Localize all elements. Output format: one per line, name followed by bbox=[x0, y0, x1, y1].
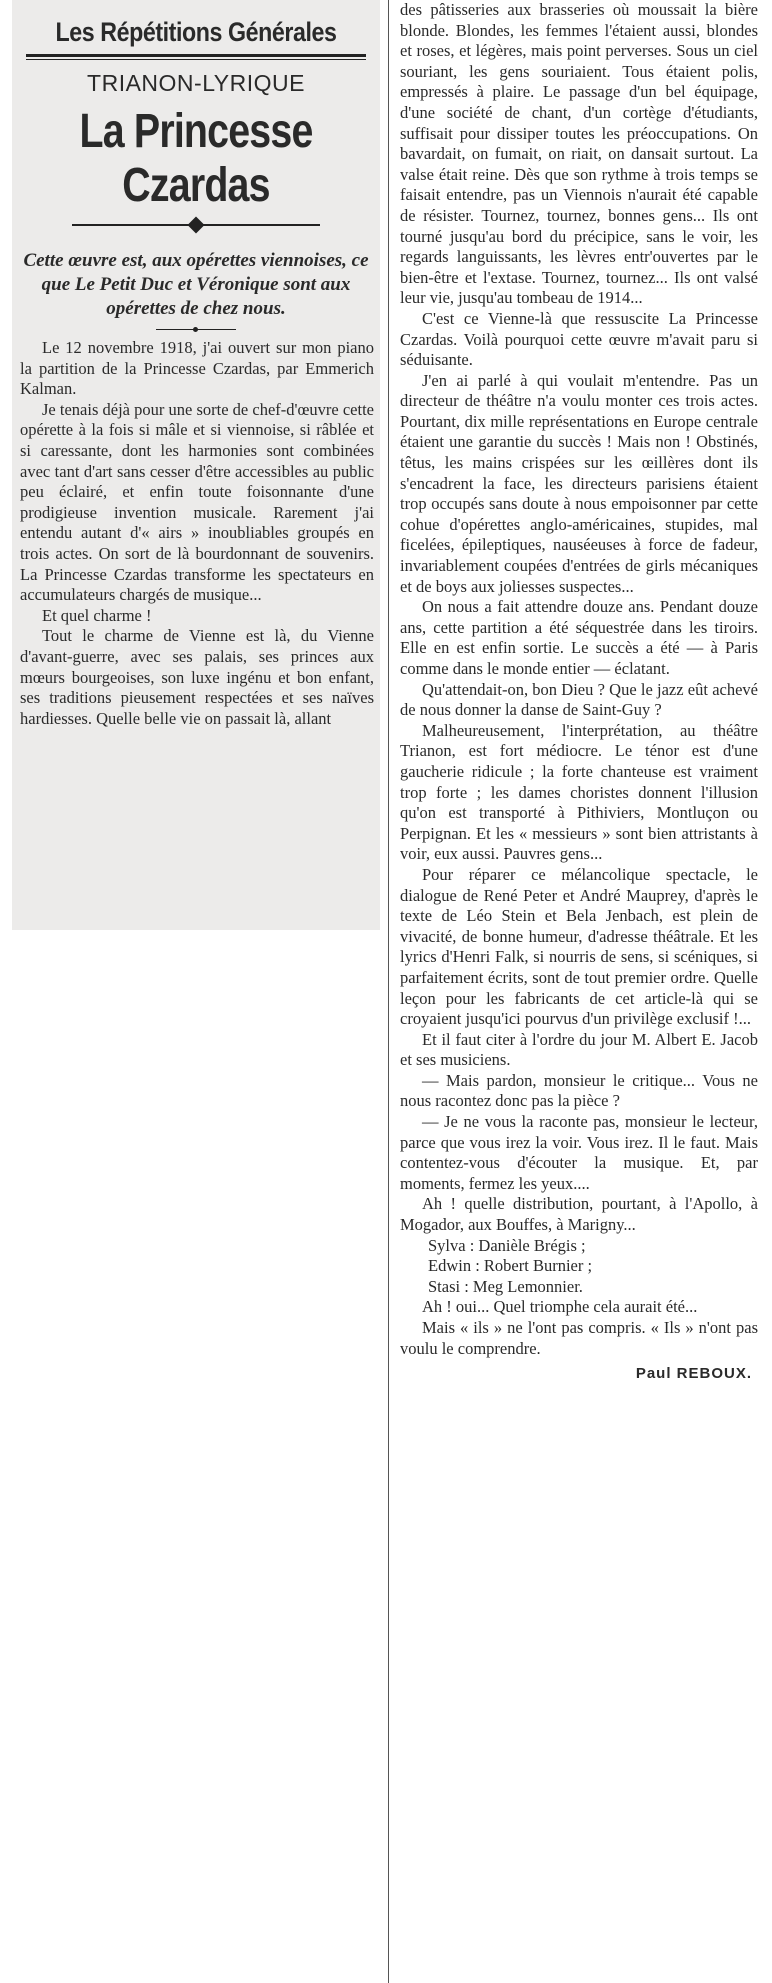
cast-line: Edwin : Robert Burnier ; bbox=[428, 1256, 593, 1276]
body-paragraph: On nous a fait attendre douze ans. Pendant douze ans, cette partition a été séquestrée dans les tiroirs. Elle en est enfin sortie. Le succès a été — à Paris comme dans le monde entier — éclatant. bbox=[400, 597, 758, 678]
body-paragraph: Tout le charme de Vienne est là, du Vienne d'avant-guerre, avec ses palais, ses princes aux mœurs bourgeoises, son luxe ingénu et bon enfant, ses traditions pieusement respectées et ses naïves hardiesses. Quelle belle vie on passait là, allant bbox=[20, 626, 374, 728]
body-paragraph: Je tenais déjà pour une sorte de chef-d'œuvre cette opérette à la fois si mâle et si viennoise, si râblée et si caressante, dont les harmonies sont combinées avec tant d'art sans cesser d'être accessibles au public peu éclairé, et enfin toute foisonnante d'une prodigieuse invention musicale. Rarement j'ai entendu autant d'« airs » inoubliables groupés en trois actes. On sort de là bourdonnant de souvenirs. La Princesse Czardas transforme les spectateurs en accumulateurs chargés de musique... bbox=[20, 399, 374, 605]
left-column bbox=[12, 0, 380, 930]
body-paragraph: — Mais pardon, monsieur le critique... Vous ne nous racontez donc pas la pièce ? bbox=[400, 1070, 758, 1111]
title-ornament bbox=[72, 219, 320, 231]
body-paragraph: Le 12 novembre 1918, j'ai ouvert sur mon piano la partition de la Princesse Czardas, par Emmerich Kalman. bbox=[20, 338, 374, 399]
column-divider bbox=[388, 0, 389, 1983]
body-paragraph: J'en ai parlé à qui voulait m'entendre. Pas un directeur de théâtre n'a voulu monter ces trois actes. Pourtant, dix mille représentations en Europe centrale étaient une garantie du succès ! Mais non ! Obstinés, têtus, les mains crispées sur les œillères dont ils s'encadrent la face, les directeurs parisiens étaient trop occupés sans doute à nous empoisonner par cette cohue d'opérettes anglo-américaines, stupides, mal ficelées, épileptiques, nauséeuses à force de fadeur, invariablement coupées d'entrées de girls mécaniques et de boys aux joliesses suspectes... bbox=[400, 370, 758, 596]
body-paragraph: Et il faut citer à l'ordre du jour M. Albert E. Jacob et ses musiciens. bbox=[400, 1029, 758, 1070]
body-paragraph: Qu'attendait-on, bon Dieu ? Que le jazz eût achevé de nous donner la danse de Saint-Guy ? bbox=[400, 679, 758, 720]
body-paragraph: C'est ce Vienne-là que ressuscite La Princesse Czardas. Voilà pourquoi cette œuvre m'avait paru si séduisante. bbox=[400, 308, 758, 370]
heading-rule-thick bbox=[26, 54, 366, 57]
lede-separator bbox=[156, 329, 236, 330]
theatre-name: TRIANON-LYRIQUE bbox=[87, 70, 305, 96]
body-paragraph: Mais « ils » ne l'ont pas compris. « Ils » n'ont pas voulu le comprendre. bbox=[400, 1318, 758, 1358]
body-paragraph: Ah ! oui... Quel triomphe cela aurait été... bbox=[422, 1297, 698, 1317]
body-paragraph: Pour réparer ce mélancolique spectacle, le dialogue de René Peter et André Mauprey, d'après le texte de Léo Stein et Bela Jenbach, est plein de vivacité, de bonne humeur, d'adresse théâtrale. Et les lyrics d'Henri Falk, si nourris de sens, si scéniques, si parfaitement écrits, sont de tout premier ordre. Quelle leçon pour les fabricants de cet article-là qui se croyaient jusqu'ici pourvus d'un privilège exclusif !... bbox=[400, 864, 758, 1029]
article-lede: Cette œuvre est, aux opérettes viennoises, ce que Le Petit Duc et Véronique sont aux opérettes de chez nous. bbox=[23, 250, 369, 319]
article-title: La Princesse Czardas bbox=[79, 105, 313, 212]
body-paragraph: — Je ne vous la raconte pas, monsieur le lecteur, parce que vous irez la voir. Vous irez. Il le faut. Mais contentez-vous d'écouter la musique. Et, par moments, fermez les yeux.... bbox=[400, 1112, 758, 1193]
body-paragraph: Et quel charme ! bbox=[42, 605, 152, 625]
right-column bbox=[396, 0, 762, 1983]
heading-rule-thin bbox=[26, 59, 366, 60]
cast-line: Sylva : Danièle Brégis ; bbox=[428, 1235, 586, 1255]
body-paragraph: Malheureusement, l'interprétation, au théâtre Trianon, est fort médiocre. Le ténor est d'une gaucherie ridicule ; la forte chanteuse est vraiment trop forte ; les dames choristes donnent l'illusion qu'on est transporté à Pithiviers, Montluçon ou Perpignan. Et les « messieurs » sont bien attristants à voir, eux aussi. Pauvres gens... bbox=[400, 720, 758, 864]
body-paragraph: des pâtisseries aux brasseries où moussait la bière blonde. Blondes, les femmes l'étaient aussi, blondes et roses, et légères, mais point perverses. Sous un ciel souriant, les gens souriaient. Tous étaient polis, empressés à plaire. Le passage d'un bel équipage, d'une société de chant, d'un cortège d'étudiants, suffisait pour dissiper toutes les préoccupations. On bavardait, on fumait, on riait, on dansait surtout. La valse était reine. Dès que son rythme à trois temps se faisait entendre, pas un Viennois n'aurait été capable de résister. Tournez, tournez, bonnes gens... Ils ont tourné jusqu'au bord du précipice, sans le voir, les regards languissants, les lèvres entr'ouvertes par le bien-être et l'extase. Tournez, tournez... Ils ont valsé leur vie, jusqu'au tombeau de 1914... bbox=[400, 0, 758, 308]
section-heading: Les Répétitions Générales bbox=[55, 17, 337, 47]
author-signature: Paul REBOUX. bbox=[635, 1365, 752, 1383]
cast-line: Stasi : Meg Lemonnier. bbox=[428, 1276, 583, 1296]
body-paragraph: Ah ! quelle distribution, pourtant, à l'Apollo, à Mogador, aux Bouffes, à Marigny... bbox=[400, 1194, 758, 1235]
